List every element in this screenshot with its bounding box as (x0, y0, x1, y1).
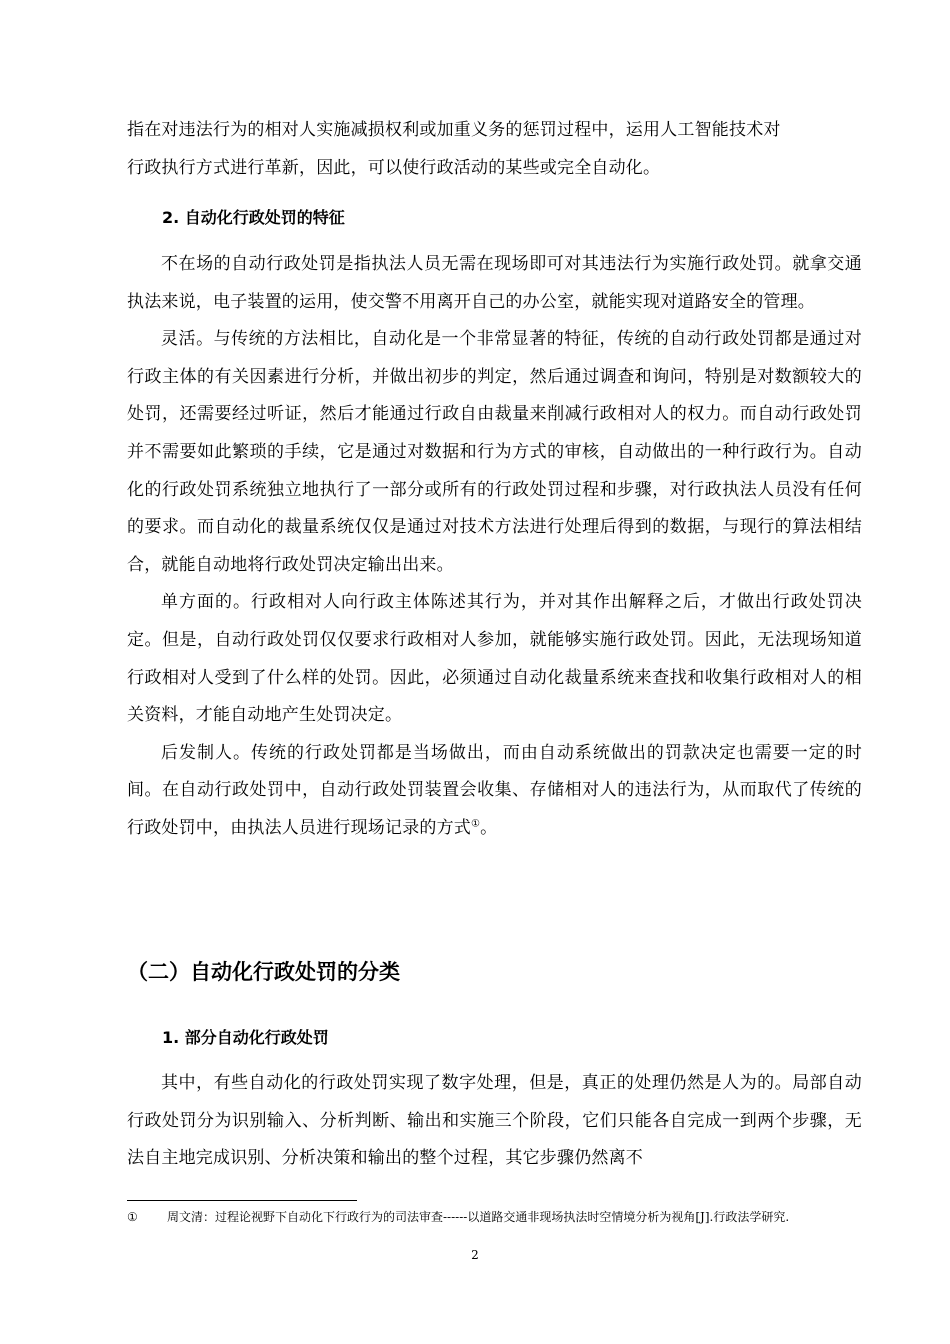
footnote-mark: ① (127, 1210, 138, 1224)
body-line: 指在对违法行为的相对人实施减损权利或加重义务的惩罚过程中，运用人工智能技术对 (127, 120, 781, 140)
footnote-text: 周文清：过程论视野下自动化下行政行为的司法审查------以道路交通非现场执法时空情境分析为视角[J].行政法学研究. (167, 1210, 790, 1224)
paragraph-partial: 其中，有些自动化的行政处罚实现了数字处理，但是，真正的处理仍然是人为的。局部自动行政处罚分为识别输入、分析判断、输出和实施三个阶段，它们只能各自完成一到两个步骤，无法自主地完成识别、分析决策和输出的整个过程，其它步骤仍然离不 (127, 1073, 862, 1169)
features-section (127, 246, 862, 848)
paragraph-after-the-fact (127, 735, 862, 848)
paragraph-absent: 不在场的自动行政处罚是指执法人员无需在现场即可对其违法行为实施行政处罚。就拿交通执法来说，电子装置的运用，使交警不用离开自己的办公室，就能实现对道路安全的管理。 (127, 254, 862, 312)
paragraph-end-punct: 。 (480, 817, 498, 838)
footnote (127, 1209, 872, 1226)
continued-paragraph (127, 112, 862, 187)
subsection-heading-partial: 1. 部分自动化行政处罚 (162, 1028, 329, 1047)
paragraph-text: 后发制人。传统的行政处罚都是当场做出，而由自动系统做出的罚款决定也需要一定的时间。在自动行政处罚中，自动行政处罚装置会收集、存储相对人的违法行为，从而取代了传统的行政处罚中，由执法人员进行现场记录的方式 (127, 742, 862, 838)
paragraph-flexible: 灵活。与传统的方法相比，自动化是一个非常显著的特征，传统的自动行政处罚都是通过对行政主体的有关因素进行分析，并做出初步的判定，然后通过调查和询问，特别是对数额较大的处罚，还需要经过听证，然后才能通过行政自由裁量来削减行政相对人的权力。而自动行政处罚并不需要如此繁琐的手续，它是通过对数据和行为方式的审核，自动做出的一种行政行为。自动化的行政处罚系统独立地执行了一部分或所有的行政处罚过程和步骤，对行政执法人员没有任何的要求。而自动化的裁量系统仅仅是通过对技术方法进行处理后得到的数据，与现行的算法相结合，就能自动地将行政处罚决定输出出来。 (127, 329, 862, 575)
footnote-separator (127, 1200, 357, 1201)
body-line: 行政执行方式进行革新，因此，可以使行政活动的某些或完全自动化。 (127, 157, 661, 178)
section-heading-features: 2. 自动化行政处罚的特征 (162, 208, 345, 227)
section-heading-classification: （二）自动化行政处罚的分类 (127, 960, 400, 984)
partial-automation-section (127, 1065, 862, 1178)
paragraph-unilateral: 单方面的。行政相对人向行政主体陈述其行为，并对其作出解释之后，才做出行政处罚决定。但是，自动行政处罚仅仅要求行政相对人参加，就能够实施行政处罚。因此，无法现场知道行政相对人受到了什么样的处罚。因此，必须通过自动化裁量系统来查找和收集行政相对人的相关资料，才能自动地产生处罚决定。 (127, 592, 862, 726)
footnote-reference: ① (471, 818, 481, 830)
page-number: 2 (471, 1248, 479, 1262)
